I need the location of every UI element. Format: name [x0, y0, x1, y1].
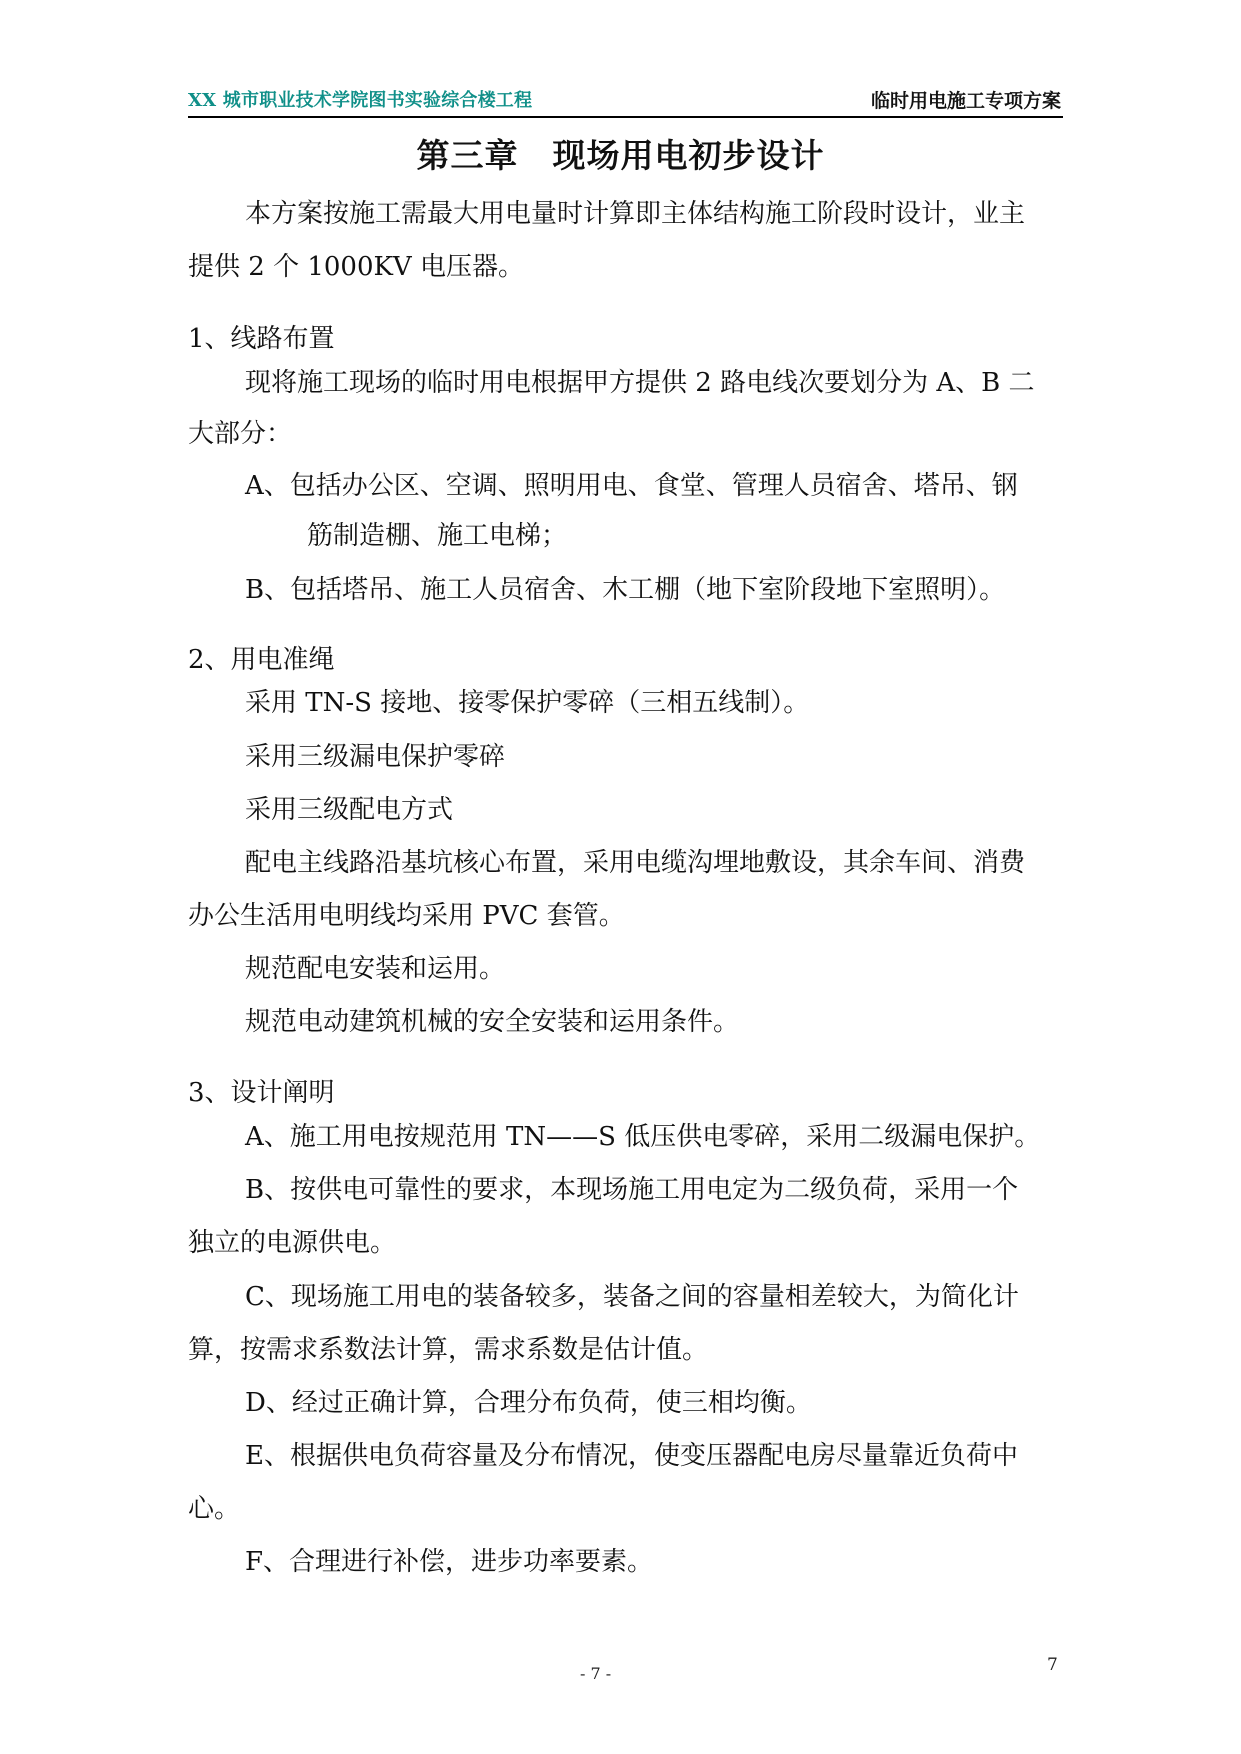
section-3-item-e-line-2: 心。 [188, 1494, 241, 1524]
header-project-title: XX 城市职业技术学院图书实验综合楼工程 [188, 90, 533, 111]
section-1-item-a-line-1: A、包括办公区、空调、照明用电、食堂、管理人员宿舍、塔吊、钢 [245, 471, 1018, 501]
section-2-line-5: 办公生活用电明线均采用 PVC 套管。 [188, 901, 625, 931]
section-2-line-4: 配电主线路沿基坑核心布置，采用电缆沟埋地敷设，其余车间、消费 [245, 848, 1026, 878]
section-3-heading: 3、设计阐明 [188, 1078, 335, 1108]
section-3-item-b-line-1: B、按供电可靠性的要求，本现场施工用电定为二级负荷，采用一个 [245, 1175, 1019, 1205]
section-2-line-1: 采用 TN-S 接地、接零保护零碎（三相五线制）。 [245, 688, 810, 718]
section-3-item-b-line-2: 独立的电源供电。 [188, 1228, 397, 1258]
chapter-title: 第三章 现场用电初步设计 [416, 136, 825, 175]
section-1-paragraph-line-1: 现将施工现场的临时用电根据甲方提供 2 路电线次要划分为 A、B 二 [245, 368, 1035, 398]
section-2-line-7: 规范电动建筑机械的安全安装和运用条件。 [245, 1007, 740, 1037]
section-2-heading: 2、用电准绳 [188, 645, 335, 675]
page-header [188, 82, 1063, 118]
section-2-line-3: 采用三级配电方式 [245, 795, 454, 825]
intro-line-2: 提供 2 个 1000KV 电压器。 [188, 252, 524, 282]
section-3-item-a: A、施工用电按规范用 TN——S 低压供电零碎，采用二级漏电保护。 [245, 1122, 1041, 1152]
section-3-item-c-line-2: 算，按需求系数法计算，需求系数是估计值。 [188, 1335, 709, 1365]
section-3-item-c-line-1: C、现场施工用电的装备较多，装备之间的容量相差较大，为简化计 [245, 1282, 1019, 1312]
section-3-item-f: F、合理进行补偿，进步功率要素。 [245, 1547, 654, 1577]
section-3-item-e-line-1: E、根据供电负荷容量及分布情况，使变压器配电房尽量靠近负荷中 [245, 1441, 1018, 1471]
footer-page-number: 7 [1047, 1655, 1058, 1675]
header-document-title: 临时用电施工专项方案 [870, 90, 1061, 112]
section-1-paragraph-line-2: 大部分： [188, 419, 293, 449]
intro-line-1: 本方案按施工需最大用电量时计算即主体结构施工阶段时设计，业主 [245, 199, 1026, 229]
section-1-heading: 1、线路布置 [188, 324, 335, 354]
section-1-item-a-line-2: 筋制造棚、施工电梯； [307, 521, 568, 551]
footer-page-marker: - 7 - [580, 1664, 612, 1683]
section-3-item-d: D、经过正确计算，合理分布负荷，使三相均衡。 [245, 1388, 812, 1418]
section-2-line-6: 规范配电安装和运用。 [245, 954, 506, 984]
section-2-line-2: 采用三级漏电保护零碎 [245, 742, 506, 772]
section-1-item-b: B、包括塔吊、施工人员宿舍、木工棚（地下室阶段地下室照明）。 [245, 575, 1006, 605]
